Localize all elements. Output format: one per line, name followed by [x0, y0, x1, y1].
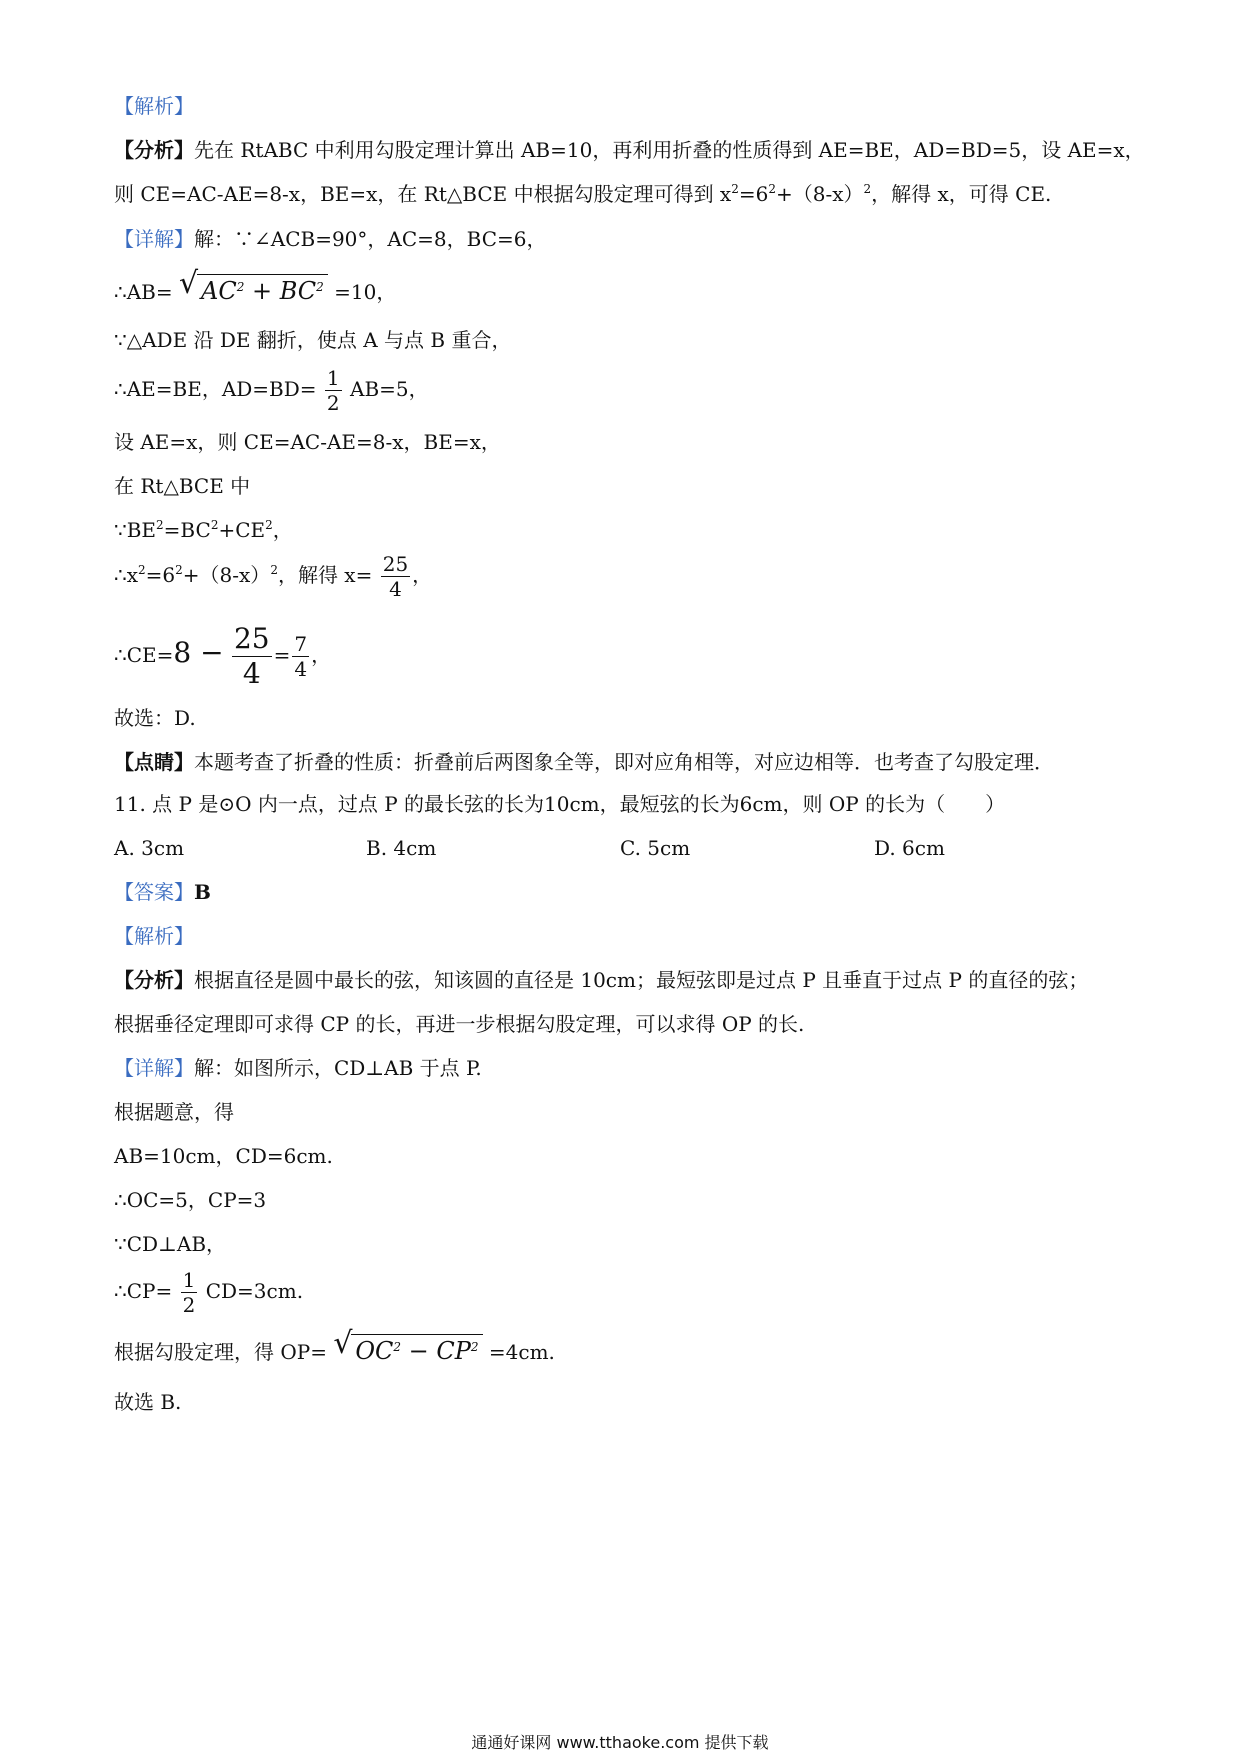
dianjing-text: 本题考查了折叠的性质：折叠前后两图象全等，即对应角相等，对应边相等．也考查了勾股定理． — [194, 750, 1054, 774]
x2-a: ∴x — [114, 563, 139, 587]
analysis-text-2d: ，解得 x，可得 CE. — [871, 182, 1052, 206]
ae-prefix: ∴AE=BE，AD=BD= — [114, 377, 317, 401]
be2-c: +CE — [218, 518, 266, 542]
fraction-half — [325, 366, 342, 415]
x2-e: ， — [412, 563, 433, 587]
dianjing-line — [114, 748, 1054, 776]
ab-prefix: ∴AB= — [114, 280, 173, 304]
detail2-text: 解：如图所示，CD⊥AB 于点 P. — [194, 1056, 482, 1080]
dianjing-tag: 【点睛】 — [114, 750, 194, 774]
option-c: C. 5cm — [620, 836, 691, 860]
be2-b: =BC — [163, 518, 211, 542]
fraction-denominator: 4 — [242, 657, 261, 690]
option-d: D. 6cm — [874, 836, 945, 860]
sup: 2 — [316, 280, 324, 294]
fraction-numerator: 1 — [182, 1268, 196, 1292]
fraction-cp — [181, 1268, 198, 1317]
x2-d: ，解得 x= — [277, 563, 373, 587]
analysis-tag: 【分析】 — [114, 138, 194, 162]
x2-b: =6 — [145, 563, 176, 587]
fraction-denominator: 4 — [389, 577, 402, 601]
ab-line — [114, 266, 397, 306]
x2-c: +（8-x） — [182, 563, 271, 587]
fraction-numerator: 25 — [233, 622, 270, 655]
oc-line: ∴OC=5，CP=3 — [114, 1188, 267, 1212]
analysis-line-2 — [114, 180, 1051, 208]
tiyi-line: 根据题意，得 — [114, 1100, 234, 1124]
sup: 2 — [768, 182, 776, 196]
sup: 2 — [265, 518, 273, 532]
analysis2-line-1 — [114, 966, 1088, 994]
detail2-line — [114, 1054, 482, 1082]
ae-suffix: AB=5， — [350, 377, 429, 401]
detail2-tag: 【详解】 — [114, 1056, 194, 1080]
sqrt-term-a: OC — [355, 1337, 394, 1365]
op-suffix: =4cm. — [482, 1340, 555, 1364]
sup: 2 — [175, 563, 183, 577]
sup: 2 — [731, 182, 739, 196]
ab-suffix: =10， — [327, 280, 397, 304]
analysis2-text-1: 根据直径是圆中最长的弦，知该圆的直径是 10cm；最短弦即是过点 P 且垂直于过点 P 的直径的弦； — [194, 968, 1089, 992]
fraction-numerator: 7 — [294, 632, 308, 656]
fraction-numerator: 25 — [382, 552, 409, 576]
be2-a: ∵BE — [114, 518, 157, 542]
sqrt-term-b: BC — [279, 277, 317, 305]
sqrt-expression: √ $AC^2 + BC^2$ — [179, 274, 328, 305]
perp-line: ∵CD⊥AB， — [114, 1232, 227, 1256]
answer-tag: 【答案】 — [114, 880, 194, 904]
sup: 2 — [156, 518, 164, 532]
option-b: B. 4cm — [366, 836, 437, 860]
jiexi-heading-2: 【解析】 — [114, 924, 194, 948]
analysis-text-2b: =6 — [738, 182, 769, 206]
detail-tag: 【详解】 — [114, 227, 194, 251]
question-11: 11. 点 P 是⊙O 内一点，过点 P 的最长弦的长为10cm，最短弦的长为6cm，则 OP 的长为（ ） — [114, 792, 1006, 816]
fraction-denominator: 2 — [182, 1293, 196, 1317]
abcd-line: AB=10cm，CD=6cm. — [114, 1144, 333, 1168]
sup: 2 — [470, 1340, 479, 1354]
fraction-ce — [232, 622, 272, 691]
analysis2-tag: 【分析】 — [114, 968, 194, 992]
ce-suffix: ， — [311, 643, 332, 667]
cp-prefix: ∴CP= — [114, 1279, 173, 1303]
ce-eq: = — [273, 643, 291, 667]
fold-line: ∵△ADE 沿 DE 翻折，使点 A 与点 B 重合， — [114, 328, 512, 352]
fraction-numerator: 1 — [326, 366, 340, 390]
sqrt-op: − — [401, 1337, 437, 1365]
analysis-line-1 — [114, 136, 1145, 164]
jiexi-heading: 【解析】 — [114, 94, 194, 118]
sup: 2 — [393, 1340, 402, 1354]
detail-line-1 — [114, 225, 547, 253]
cp-line — [114, 1268, 303, 1317]
answer-value: B — [194, 880, 211, 904]
sqrt-expression-op: √ $OC^2 - CP^2$ — [333, 1334, 482, 1365]
x-line — [114, 552, 432, 601]
sqrt-term-b: CP — [436, 1337, 471, 1365]
guxuan-2: 故选 B. — [114, 1390, 182, 1414]
be2-line — [114, 516, 293, 544]
fraction-x — [381, 552, 410, 601]
sup: 2 — [863, 182, 872, 196]
op-prefix: 根据勾股定理，得 OP= — [114, 1340, 327, 1364]
ae-line — [114, 366, 429, 415]
analysis-text-2a: 则 CE=AC-AE=8-x，BE=x，在 Rt△BCE 中根据勾股定理可得到 x — [114, 182, 732, 206]
cp-suffix: CD=3cm. — [205, 1279, 304, 1303]
sqrt-op: + — [244, 277, 280, 305]
sup: 2 — [138, 563, 146, 577]
sqrt-term-a: AC — [200, 277, 237, 305]
detail-text: 解：∵∠ACB=90°，AC=8，BC=6， — [194, 227, 547, 251]
answer-line — [114, 878, 211, 906]
sup: 2 — [210, 518, 219, 532]
analysis2-line-2: 根据垂径定理即可求得 CP 的长，再进一步根据勾股定理，可以求得 OP 的长. — [114, 1012, 805, 1036]
op-line — [114, 1326, 555, 1366]
footer-watermark: 通通好课网 www.tthaoke.com 提供下载 — [471, 1733, 769, 1752]
sup: 2 — [236, 280, 245, 294]
sup: 2 — [270, 563, 278, 577]
analysis-text-2c: +（8-x） — [775, 182, 864, 206]
guxuan-1: 故选：D. — [114, 706, 196, 730]
be2-d: ， — [272, 518, 293, 542]
fraction-ce-result — [292, 632, 309, 681]
fraction-denominator: 2 — [326, 391, 340, 415]
ce-prefix: ∴CE= — [114, 643, 174, 667]
analysis-text-1: 先在 RtABC 中利用勾股定理计算出 AB=10，再利用折叠的性质得到 AE=BE，AD=BD=5，设 AE=x， — [194, 138, 1145, 162]
ce-eight: 8 − — [173, 636, 224, 669]
fraction-denominator: 4 — [294, 657, 308, 681]
in-rt-line: 在 Rt△BCE 中 — [114, 474, 251, 498]
set-ae-line: 设 AE=x，则 CE=AC-AE=8-x，BE=x， — [114, 430, 501, 454]
ce-line — [114, 622, 331, 691]
option-a: A. 3cm — [114, 836, 185, 860]
